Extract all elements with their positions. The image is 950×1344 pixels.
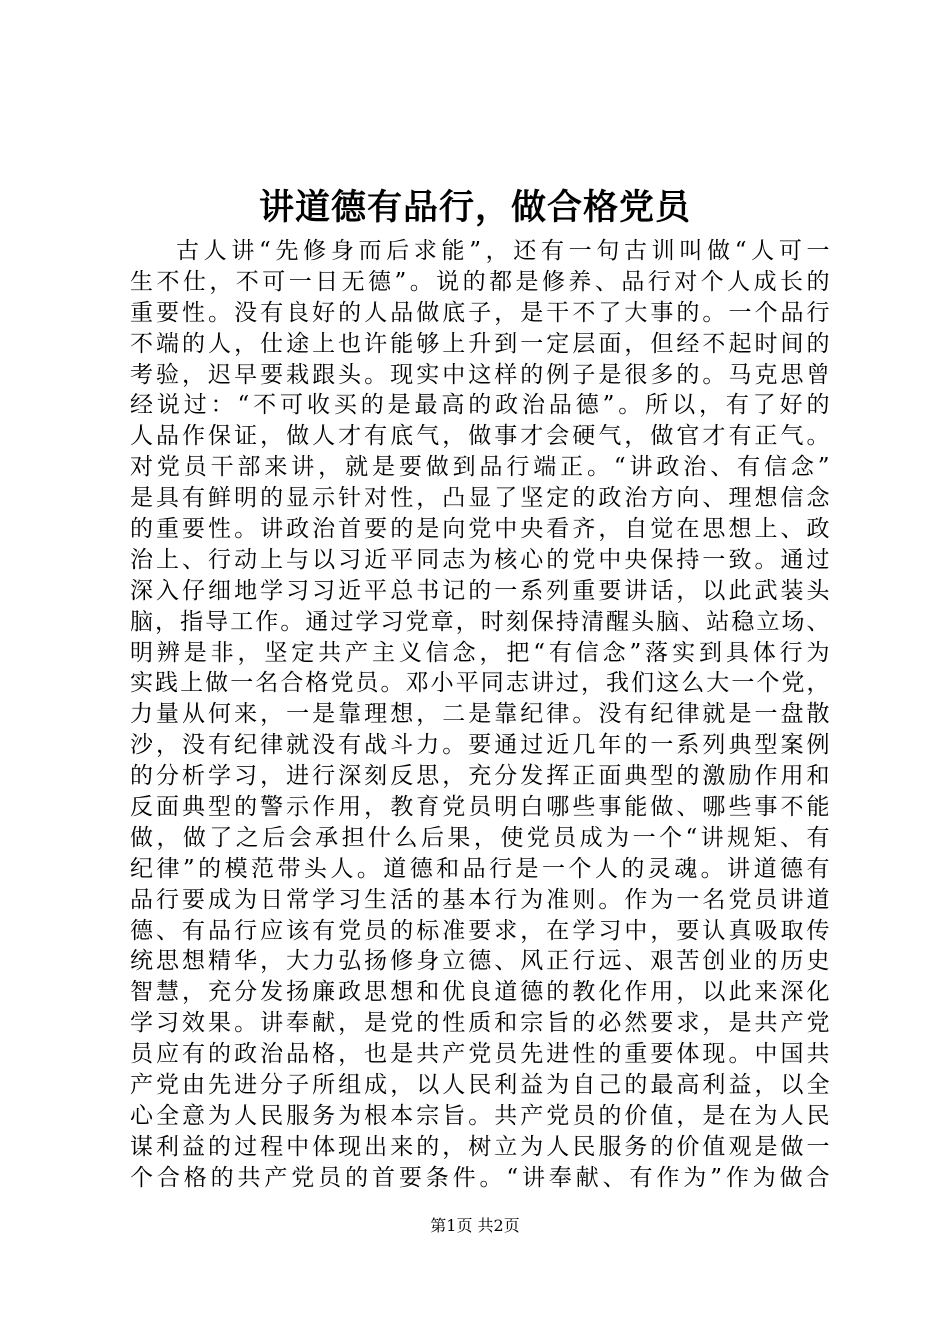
- paragraph-line: 脑，指导工作。通过学习党章，时刻保持清醒头脑、站稳立场、: [130, 608, 830, 635]
- paragraph-line: 考验，迟早要栽跟头。现实中这样的例子是很多的。马克思曾: [130, 361, 830, 388]
- paragraph-line: 反面典型的警示作用，教育党员明白哪些事能做、哪些事不能: [130, 794, 830, 821]
- paragraph-line: 智慧，充分发扬廉政思想和优良道德的教化作用，以此来深化: [130, 979, 830, 1006]
- paragraph-line: 纪律”的模范带头人。道德和品行是一个人的灵魂。讲道德有: [130, 855, 830, 882]
- paragraph-line: 生不仕，不可一日无德”。说的都是修养、品行对个人成长的: [130, 268, 830, 295]
- paragraph-line: 人品作保证，做人才有底气，做事才会硬气，做官才有正气。: [130, 423, 830, 450]
- paragraph-line: 不端的人，仕途上也许能够上升到一定层面，但经不起时间的: [130, 330, 830, 357]
- paragraph-line: 治上、行动上与以习近平同志为核心的党中央保持一致。通过: [130, 546, 830, 573]
- paragraph-line: 做，做了之后会承担什么后果，使党员成为一个“讲规矩、有: [130, 824, 830, 851]
- paragraph-line: 深入仔细地学习习近平总书记的一系列重要讲话，以此武装头: [130, 577, 830, 604]
- paragraph-line: 学习效果。讲奉献，是党的性质和宗旨的必然要求，是共产党: [130, 1010, 830, 1037]
- paragraph-line: 品行要成为日常学习生活的基本行为准则。作为一名党员讲道: [130, 886, 830, 913]
- paragraph-line: 重要性。没有良好的人品做底子，是干不了大事的。一个品行: [130, 299, 830, 326]
- paragraph-line: 经说过：“不可收买的是最高的政治品德”。所以，有了好的: [130, 392, 830, 419]
- paragraph-line: 沙，没有纪律就没有战斗力。要通过近几年的一系列典型案例: [130, 732, 830, 759]
- paragraph-line: 力量从何来，一是靠理想，二是靠纪律。没有纪律就是一盘散: [130, 701, 830, 728]
- paragraph-line: 对党员干部来讲，就是要做到品行端正。“讲政治、有信念”: [130, 454, 830, 481]
- paragraph-line: 实践上做一名合格党员。邓小平同志讲过，我们这么大一个党，: [130, 670, 830, 697]
- paragraph-line: 古人讲“先修身而后求能”，还有一句古训叫做“人可一: [176, 238, 830, 264]
- page-number-footer: 第1页 共2页: [430, 1216, 520, 1235]
- paragraph-line: 的分析学习，进行深刻反思，充分发挥正面典型的激励作用和: [130, 763, 830, 790]
- paragraph-line: 明辨是非，坚定共产主义信念，把“有信念”落实到具体行为: [130, 639, 830, 666]
- paragraph-line: 员应有的政治品格，也是共产党员先进性的重要体现。中国共: [130, 1041, 830, 1068]
- document-title: 讲道德有品行，做合格党员: [258, 187, 691, 228]
- paragraph-line: 是具有鲜明的显示针对性，凸显了坚定的政治方向、理想信念: [130, 485, 830, 512]
- paragraph-line: 心全意为人民服务为根本宗旨。共产党员的价值，是在为人民: [130, 1102, 830, 1129]
- paragraph-line: 的重要性。讲政治首要的是向党中央看齐，自觉在思想上、政: [130, 516, 830, 543]
- paragraph-line: 个合格的共产党员的首要条件。“讲奉献、有作为”作为做合: [130, 1164, 830, 1191]
- paragraph-line: 谋利益的过程中体现出来的，树立为人民服务的价值观是做一: [130, 1133, 830, 1160]
- body-paragraph: [130, 236, 830, 1194]
- paragraph-line: 德、有品行应该有党员的标准要求，在学习中，要认真吸取传: [130, 917, 830, 944]
- paragraph-line: 产党由先进分子所组成，以人民利益为自己的最高利益，以全: [130, 1072, 830, 1099]
- paragraph-line: 统思想精华，大力弘扬修身立德、风正行远、艰苦创业的历史: [130, 948, 830, 975]
